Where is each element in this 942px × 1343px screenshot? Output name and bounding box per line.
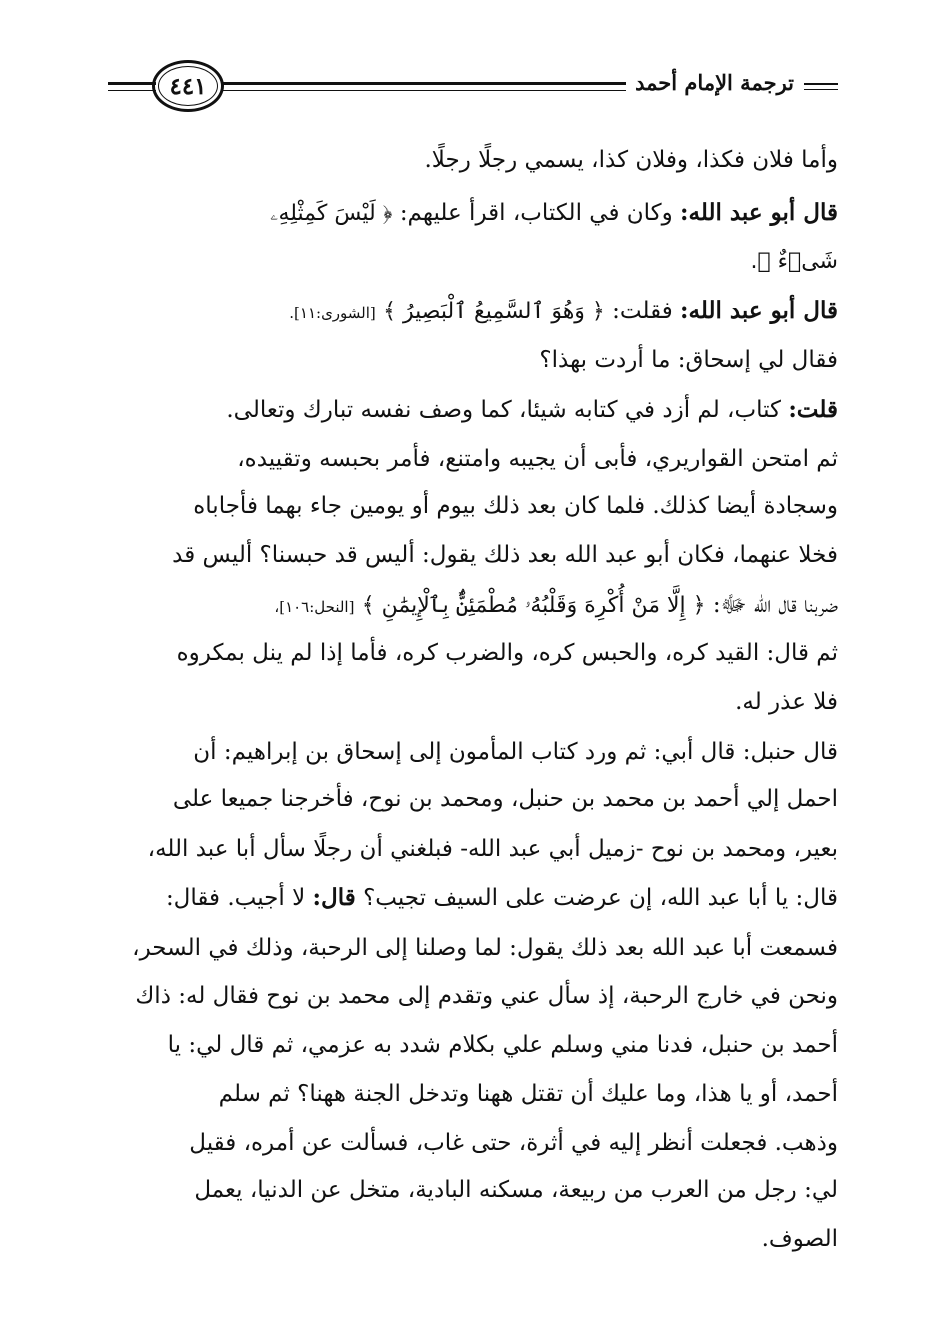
line-text: وذهب. فجعلت أنظر إليه في أثرة، حتى غاب، فسألت عن أمره، فقيل [189, 1130, 838, 1156]
text-line [762, 1221, 838, 1257]
text-line [270, 195, 838, 231]
header-rule-middle-bottom [220, 90, 626, 91]
text-line [189, 1125, 838, 1161]
speaker-label: قلت: [788, 396, 838, 423]
text-line [237, 441, 838, 477]
line-text: فقلت: [612, 298, 673, 324]
line-text: فخلا عنهما، فكان أبو عبد الله بعد ذلك يقول: أليس قد حبسنا؟ أليس قد [172, 542, 838, 568]
quran-verse: ﴿ لَيْسَ كَمِثْلِهِۦ [270, 201, 393, 226]
line-text: ثم امتحن القواريري، فأبى أن يجيبه وامتنع، فأمر بحبسه وتقييده، [237, 446, 838, 472]
text-line [148, 831, 838, 867]
line-text: أحمد بن حنبل، فدنا مني وسلم علي بكلام شدد به عزمي، ثم قال لي: يا [167, 1032, 838, 1058]
header-rule-left-top [108, 82, 156, 85]
line-text: وأما فلان فكذا، وفلان كذا، يسمي رجلًا رجلًا. [424, 147, 838, 173]
line-text: فقال لي إسحاق: ما أردت بهذا؟ [539, 347, 838, 373]
line-text: أحمد، أو يا هذا، وما عليك أن تقتل ههنا وتدخل الجنة ههنا؟ ثم سلم [218, 1081, 838, 1107]
text-line [219, 1076, 838, 1112]
text-line [135, 978, 838, 1014]
line-text: الصوف. [761, 1226, 838, 1252]
text-line [177, 635, 838, 671]
quran-verse: ﴿ إِلَّا مَنْ أُكْرِهَ وَقَلْبُهُۥ مُطْمَئِنٌّۢ بِٱلْإِيمَٰنِ ﴾ [361, 593, 706, 618]
page-number-badge [152, 60, 224, 112]
line-text: ونحن في خارج الرحبة، إذ سأل عني وتقدم إلى محمد بن نوح فقال له: ذاك [135, 983, 838, 1009]
line-text: وسجادة أيضا كذلك. فلما كان بعد ذلك بيوم أو يومين جاء بهما فأجاباه [193, 493, 838, 519]
text-line [226, 392, 838, 428]
speaker-label: قال: [312, 884, 356, 911]
running-title: ترجمة الإمام أحمد [635, 70, 794, 95]
line-text: كتاب، لم أزد في كتابه شيئا، كما وصف نفسه تبارك وتعالى. [226, 397, 781, 423]
line-text: قال حنبل: قال أبي: ثم ورد كتاب المأمون إلى إسحاق بن إبراهيم: أن [193, 739, 838, 765]
text-line [194, 1172, 838, 1208]
text-line [193, 734, 838, 770]
header-rule-right-bottom [804, 89, 838, 90]
text-line [168, 1027, 838, 1063]
line-text: لا أجيب. فقال: [165, 885, 306, 911]
quran-verse: شَىۡءٌ ﴾. [750, 249, 838, 274]
text-line [193, 488, 838, 524]
text-line [539, 342, 838, 378]
line-text: لي: رجل من العرب من ربيعة، مسكنه البادية، متخل عن الدنيا، يعمل [194, 1177, 838, 1203]
text-line [132, 930, 838, 966]
page-header [108, 60, 838, 120]
line-text: ثم قال: القيد كره، والحبس كره، والضرب كره، فأما إذا لم ينل بمكروه [176, 640, 838, 666]
text-line [166, 880, 838, 916]
line-text: احمل إلي أحمد بن محمد بن حنبل، ومحمد بن نوح، فأخرجنا جميعا على [172, 786, 838, 812]
text-line [289, 293, 838, 329]
line-text: قال: يا أبا عبد الله، إن عرضت على السيف تجيب؟ [363, 885, 838, 911]
text-line [274, 587, 838, 623]
header-rule-middle-top [220, 82, 626, 85]
line-text: فلا عذر له. [735, 689, 838, 715]
verse-reference: [الشورى:١١]. [289, 304, 376, 322]
text-line [750, 243, 838, 279]
line-text: ضربنا قال الله ﷻ: [712, 592, 838, 618]
verse-reference: [النحل:١٠٦]، [274, 598, 355, 616]
speaker-label: قال أبو عبد الله: [680, 297, 838, 324]
page-number: ٤٤١ [169, 72, 207, 100]
text-line [172, 537, 838, 573]
line-text: بعير، ومحمد بن نوح -زميل أبي عبد الله- فبلغني أن رجلًا سأل أبا عبد الله، [147, 836, 838, 862]
quran-verse: ﴿ وَهُوَ ٱلسَّمِيعُ ٱلْبَصِيرُ ﴾ [383, 299, 605, 324]
text-line [735, 684, 838, 720]
text-line [173, 781, 838, 817]
text-line [424, 142, 838, 178]
header-rule-left-bottom [108, 90, 156, 91]
line-text: فسمعت أبا عبد الله بعد ذلك يقول: لما وصلنا إلى الرحبة، وذلك في السحر، [132, 935, 838, 961]
line-text: وكان في الكتاب، اقرأ عليهم: [399, 200, 673, 226]
header-rule-right-top [804, 83, 838, 85]
speaker-label: قال أبو عبد الله: [680, 199, 838, 226]
